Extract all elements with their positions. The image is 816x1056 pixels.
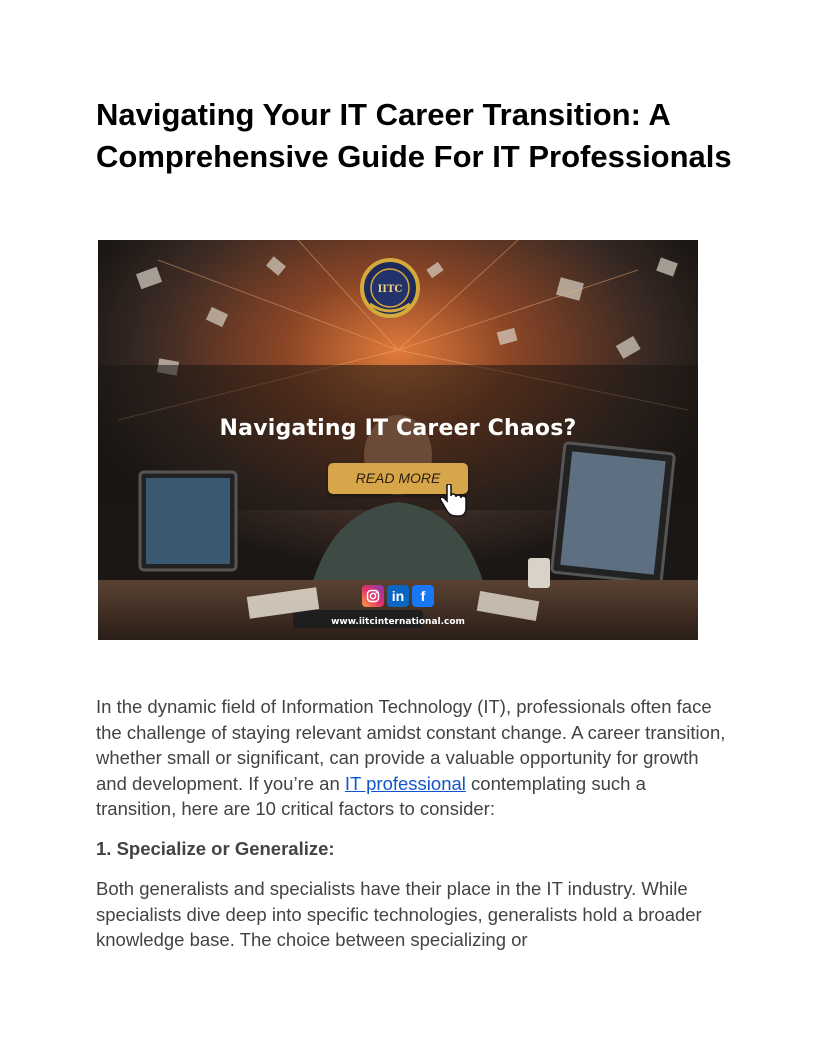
linkedin-icon[interactable]: in — [387, 585, 409, 607]
facebook-icon[interactable]: f — [412, 585, 434, 607]
it-professional-link[interactable]: IT professional — [344, 772, 466, 794]
intro-paragraph — [96, 694, 726, 822]
hero-website-url: www.iitcinternational.com — [331, 617, 465, 627]
intro-text-after-link: contemplating such a transition, here are 10 critical factors to consider: — [96, 772, 646, 819]
crest-logo-icon — [356, 252, 426, 322]
section-heading: 1. Specialize or Generalize: — [96, 838, 335, 859]
intro-text-before-link: In the dynamic field of Information Technology (IT), professionals often face the challenge of staying relevant amidst constant change. A career transition, whether small or significant, can provide a valuable opportunity for growth and development. If you’re an — [96, 696, 726, 794]
crest-text: IITC — [377, 284, 403, 295]
section-paragraph: Both generalists and specialists have their place in the IT industry. While specialists dive deep into specific technologies, generalists hold a broader knowledge base. The choice between specializing or — [96, 878, 702, 950]
social-icons-group — [362, 585, 434, 607]
hero-banner-image[interactable] — [98, 240, 698, 640]
instagram-icon[interactable] — [362, 585, 384, 607]
page-title: Navigating Your IT Career Transition: A Comprehensive Guide For IT Professionals — [96, 97, 732, 174]
hero-headline: Navigating IT Career Chaos? — [219, 416, 577, 441]
read-more-button[interactable]: READ MORE — [328, 463, 468, 494]
pointer-hand-icon — [438, 484, 468, 518]
